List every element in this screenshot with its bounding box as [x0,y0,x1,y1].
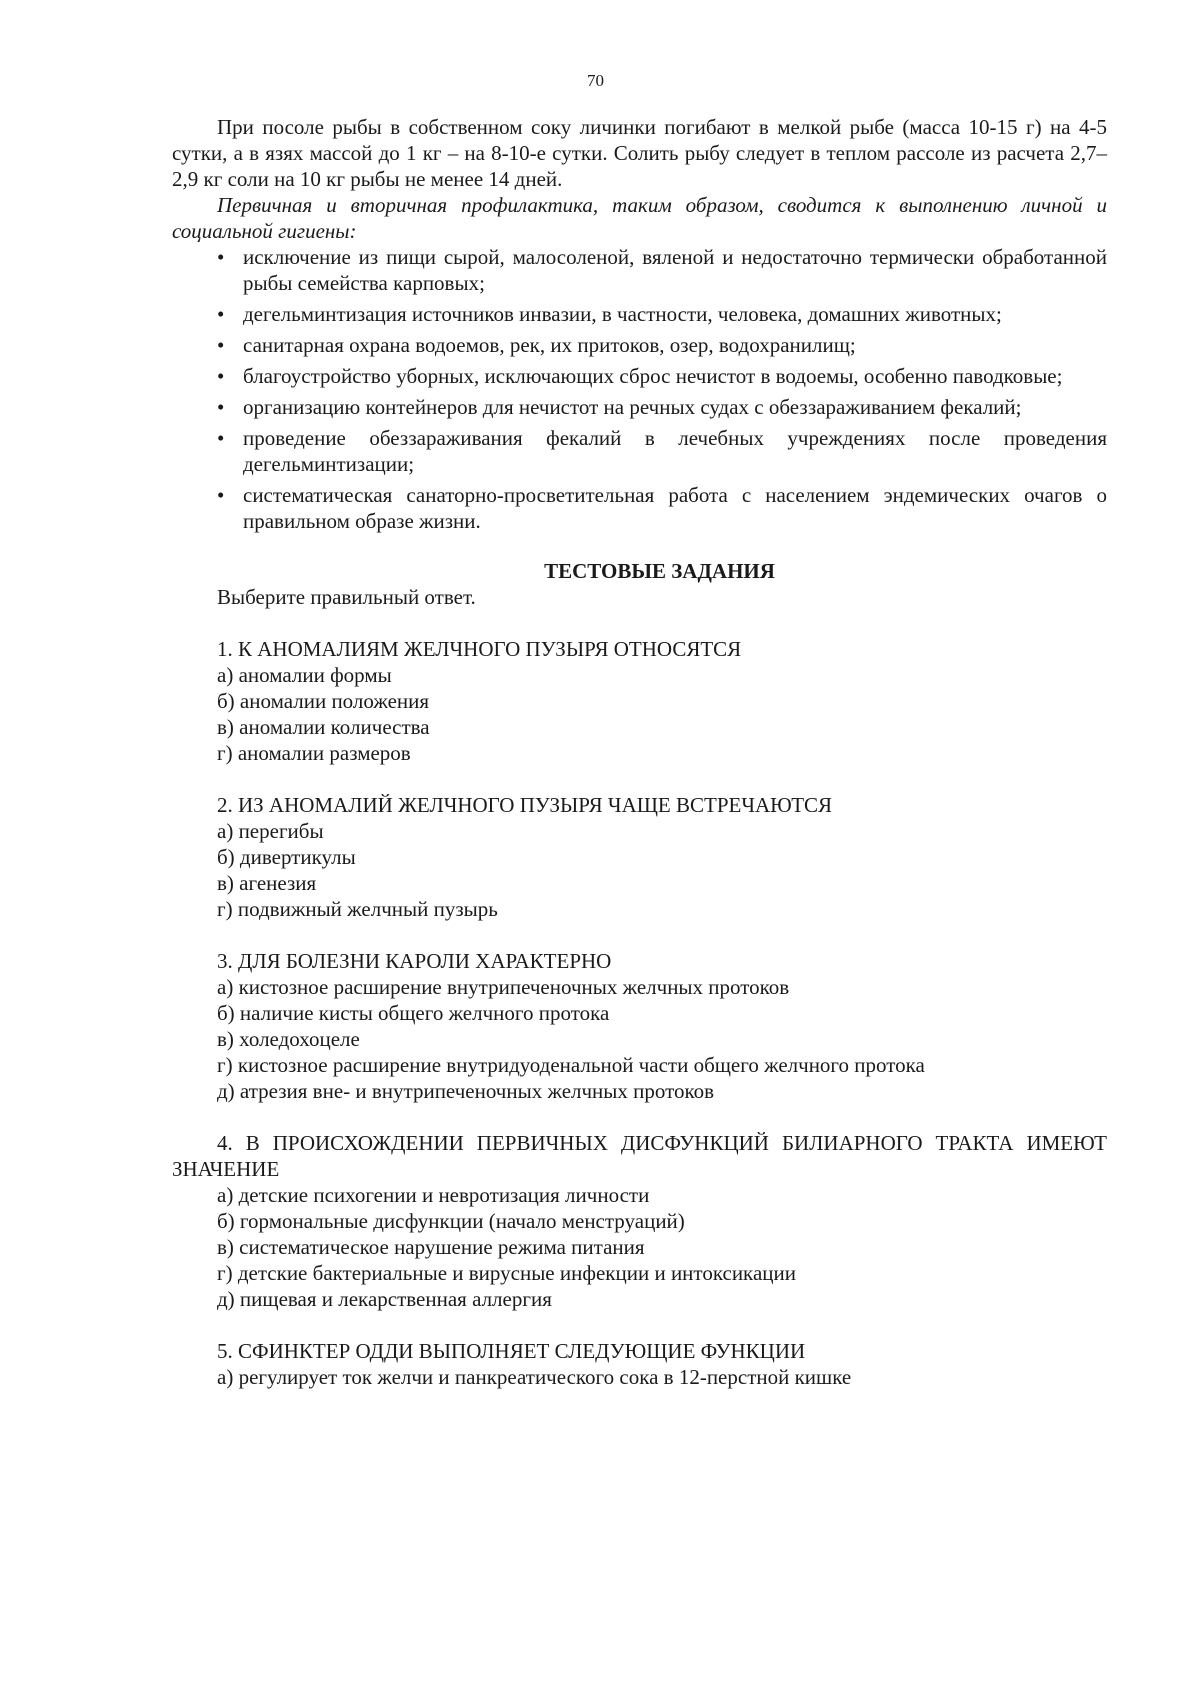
bullet-icon: • [217,364,225,388]
page-content [172,114,1107,1390]
list-item: • организацию контейнеров для нечистот на речных судах с обеззараживанием фекалий; [217,395,1022,419]
answer-option: а) перегибы [217,819,324,843]
question-title: 2. ИЗ АНОМАЛИЙ ЖЕЛЧНОГО ПУЗЫРЯ ЧАЩЕ ВСТРЕЧАЮТСЯ [217,793,833,817]
answer-option: г) детские бактериальные и вирусные инфекции и интоксикации [217,1261,796,1285]
question-5 [172,1338,1107,1390]
prevention-intro-paragraph: Первичная и вторичная профилактика, таким образом, сводится к выполнению личной и социальной гигиены: [172,193,1107,243]
question-2 [172,792,1107,922]
answer-option: а) регулирует ток желчи и панкреатического сока в 12-перстной кишке [217,1365,852,1389]
answer-option: г) кистозное расширение внутридуоденальной части общего желчного протока [217,1053,925,1077]
answer-option: д) атрезия вне- и внутрипеченочных желчных протоков [217,1079,715,1103]
intro-paragraph: При посоле рыбы в собственном соку личинки погибают в мелкой рыбе (масса 10-15 г) на 4-5 сутки, а в язях массой до 1 кг – на 8-10-е сутки. Солить рыбу следует в теплом рассоле из расчета 2,7–2,9 кг соли на 10 кг рыбы не менее 14 дней. [172,115,1107,191]
answer-option: б) наличие кисты общего желчного протока [217,1001,610,1025]
answer-option: а) кистозное расширение внутрипеченочных желчных протоков [217,975,790,999]
answer-option: в) агенезия [217,871,317,895]
bullet-icon: • [217,333,225,357]
bullet-icon: • [217,426,225,450]
section-title: ТЕСТОВЫЕ ЗАДАНИЯ [544,559,775,583]
question-title: 3. ДЛЯ БОЛЕЗНИ КАРОЛИ ХАРАКТЕРНО [217,949,612,973]
list-item: • систематическая санаторно-просветительная работа с населением эндемических очагов о правильном образе жизни. [217,483,1107,533]
question-4 [172,1130,1107,1312]
answer-option: в) систематическое нарушение режима питания [217,1235,645,1259]
answer-option: б) аномалии положения [217,689,430,713]
answer-option: б) гормональные дисфункции (начало менструаций) [217,1209,685,1233]
answer-option: г) подвижный желчный пузырь [217,897,498,921]
answer-option: в) холедохоцеле [217,1027,360,1051]
question-3 [172,948,1107,1104]
answer-option: г) аномалии размеров [217,741,411,765]
bullet-icon: • [217,245,225,269]
instruction-text: Выберите правильный ответ. [217,585,476,609]
answer-option: в) аномалии количества [217,715,430,739]
list-item: • благоустройство уборных, исключающих сброс нечистот в водоемы, особенно паводковые; [217,364,1063,388]
list-item: • санитарная охрана водоемов, рек, их притоков, озер, водохранилищ; [217,333,856,357]
question-1 [172,636,1107,766]
bullet-icon: • [217,483,225,507]
list-item: • исключение из пищи сырой, малосоленой, вяленой и недостаточно термически обработанной рыбы семейства карповых; [217,245,1107,295]
answer-option: а) детские психогении и невротизация личности [217,1183,650,1207]
question-title: 1. К АНОМАЛИЯМ ЖЕЛЧНОГО ПУЗЫРЯ ОТНОСЯТСЯ [217,637,742,661]
list-item: • проведение обеззараживания фекалий в лечебных учреждениях после проведения дегельминтизации; [217,426,1107,476]
answer-option: б) дивертикулы [217,845,356,869]
answer-option: а) аномалии формы [217,663,392,687]
list-item: • дегельминтизация источников инвазии, в частности, человека, домашних животных; [217,302,1002,326]
prevention-list [172,244,1107,534]
bullet-icon: • [217,302,225,326]
answer-option: д) пищевая и лекарственная аллергия [217,1287,552,1311]
page-number: 70 [587,71,604,90]
question-title: 4. В ПРОИСХОЖДЕНИИ ПЕРВИЧНЫХ ДИСФУНКЦИЙ БИЛИАРНОГО ТРАКТА ИМЕЮТ ЗНАЧЕНИЕ [172,1131,1107,1181]
question-title: 5. СФИНКТЕР ОДДИ ВЫПОЛНЯЕТ СЛЕДУЮЩИЕ ФУНКЦИИ [217,1339,806,1363]
bullet-icon: • [217,395,225,419]
